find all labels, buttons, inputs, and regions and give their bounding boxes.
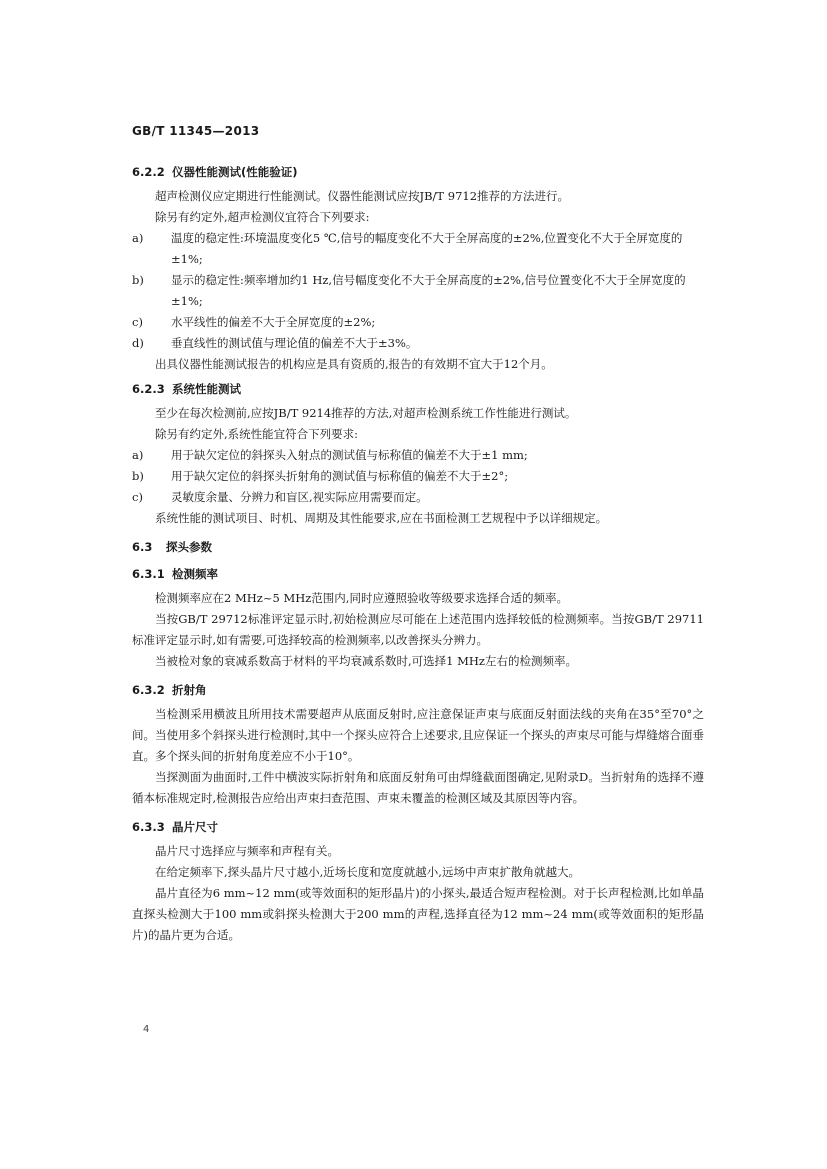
list-item	[132, 228, 704, 270]
list-text: 显示的稳定性:频率增加约1 Hz,信号幅度变化不大于全屏高度的±2%,信号位置变化不大于全屏宽度的±1%;	[171, 273, 686, 308]
section-6-3-1	[132, 565, 704, 672]
paragraph: 超声检测仪应定期进行性能测试。仪器性能测试应按JB/T 9712推荐的方法进行。	[155, 189, 570, 203]
paragraph: 在给定频率下,探头晶片尺寸越小,近场长度和宽度就越小,远场中声束扩散角就越大。	[155, 865, 580, 879]
section-number: 6.3.1	[132, 567, 165, 581]
paragraph: 晶片尺寸选择应与频率和声程有关。	[155, 844, 339, 858]
list-item	[132, 487, 704, 508]
page-content	[132, 163, 704, 946]
paragraph: 晶片直径为6 mm~12 mm(或等效面积的矩形晶片)的小探头,最适合短声程检测。对于长声程检测,比如单晶直探头检测大于100 mm或斜探头检测大于200 mm的声程,选择直径为12 mm~24 mm(或等效面积的矩形晶片)的晶片更为合适。	[132, 886, 704, 942]
paragraph: 检测频率应在2 MHz~5 MHz范围内,同时应遵照验收等级要求选择合适的频率。	[155, 591, 568, 605]
paragraph: 系统性能的测试项目、时机、周期及其性能要求,应在书面检测工艺规程中予以详细规定。	[155, 511, 608, 525]
section-heading	[132, 565, 704, 583]
section-number: 6.3	[132, 540, 153, 554]
paragraph: 当被检对象的衰减系数高于材料的平均衰减系数时,可选择1 MHz左右的检测频率。	[155, 654, 577, 668]
list-marker: b)	[132, 273, 144, 287]
section-number: 6.3.2	[132, 683, 165, 697]
section-heading	[132, 538, 704, 556]
section-title: 折射角	[172, 683, 207, 697]
list-item	[132, 333, 704, 354]
section-title: 检测频率	[172, 567, 218, 581]
requirement-list	[132, 445, 704, 508]
paragraph: 当探测面为曲面时,工件中横波实际折射角和底面反射角可由焊缝截面图确定,见附录D。当折射角的选择不遵循本标准规定时,检测报告应给出声束扫查范围、声束未覆盖的检测区域及其原因等内容。	[132, 770, 704, 805]
section-number: 6.3.3	[132, 820, 165, 834]
list-text: 垂直线性的测试值与理论值的偏差不大于±3%。	[171, 336, 418, 350]
paragraph: 至少在每次检测前,应按JB/T 9214推荐的方法,对超声检测系统工作性能进行测试。	[155, 406, 577, 420]
list-item	[132, 466, 704, 487]
paragraph: 出具仪器性能测试报告的机构应是具有资质的,报告的有效期不宜大于12个月。	[155, 357, 553, 371]
list-marker: a)	[132, 448, 144, 462]
section-title: 探头参数	[166, 540, 212, 554]
section-number: 6.2.2	[132, 165, 165, 179]
section-number: 6.2.3	[132, 382, 165, 396]
list-text: 水平线性的偏差不大于全屏宽度的±2%;	[171, 315, 376, 329]
list-marker: a)	[132, 231, 144, 245]
list-text: 用于缺欠定位的斜探头入射点的测试值与标称值的偏差不大于±1 mm;	[171, 448, 528, 462]
section-6-3-2	[132, 681, 704, 809]
list-marker: c)	[132, 490, 143, 504]
list-text: 温度的稳定性:环境温度变化5 ℃,信号的幅度变化不大于全屏高度的±2%,位置变化不大于全屏宽度的±1%;	[171, 231, 683, 266]
paragraph: 当检测采用横波且所用技术需要超声从底面反射时,应注意保证声束与底面反射面法线的夹角在35°至70°之间。当使用多个斜探头进行检测时,其中一个探头应符合上述要求,且应保证一个探头的声束尽可能与焊缝熔合面垂直。多个探头间的折射角度差应不小于10°。	[132, 707, 704, 763]
page-number: 4	[143, 1024, 150, 1035]
section-heading	[132, 681, 704, 699]
section-title: 仪器性能测试(性能验证)	[172, 165, 298, 179]
list-text: 灵敏度余量、分辨力和盲区,视实际应用需要而定。	[171, 490, 428, 504]
section-6-2-2	[132, 163, 704, 375]
section-title: 晶片尺寸	[172, 820, 218, 834]
list-marker: c)	[132, 315, 143, 329]
section-6-3-3	[132, 818, 704, 946]
list-marker: d)	[132, 336, 144, 350]
section-heading	[132, 380, 704, 398]
list-item	[132, 445, 704, 466]
section-6-2-3	[132, 380, 704, 529]
list-item	[132, 270, 704, 312]
section-title: 系统性能测试	[172, 382, 241, 396]
standard-number: GB/T 11345—2013	[132, 124, 260, 138]
section-heading	[132, 818, 704, 836]
paragraph: 当按GB/T 29712标准评定显示时,初始检测应尽可能在上述范围内选择较低的检测频率。当按GB/T 29711标准评定显示时,如有需要,可选择较高的检测频率,以改善探头分辨力。	[132, 612, 704, 647]
paragraph: 除另有约定外,超声检测仪宜符合下列要求:	[155, 210, 370, 224]
paragraph: 除另有约定外,系统性能宜符合下列要求:	[155, 427, 359, 441]
requirement-list	[132, 228, 704, 354]
section-6-3	[132, 538, 704, 556]
list-text: 用于缺欠定位的斜探头折射角的测试值与标称值的偏差不大于±2°;	[171, 469, 509, 483]
section-heading	[132, 163, 704, 181]
list-marker: b)	[132, 469, 144, 483]
list-item	[132, 312, 704, 333]
